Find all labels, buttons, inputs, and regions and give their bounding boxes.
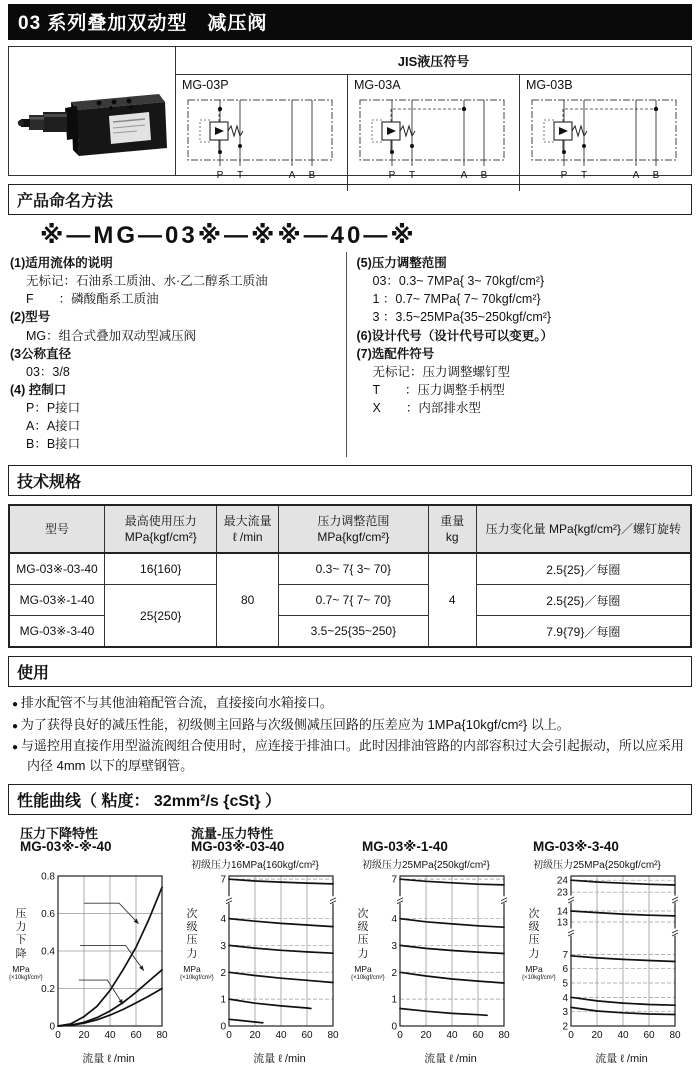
- chart-ylabel-text: 压力下降: [15, 907, 27, 960]
- y-tick-label: 3: [220, 940, 226, 952]
- table-row: [9, 585, 691, 616]
- series-line: [400, 1008, 487, 1015]
- chart-x-axis-label: 流量 ℓ /min: [253, 1052, 306, 1065]
- hydraulic-symbol-diagram: [524, 92, 687, 189]
- naming-item-title: (4) 控制口: [10, 382, 67, 397]
- chart-block-2: [350, 823, 521, 1064]
- hydraulic-symbol-svg: [180, 92, 340, 184]
- x-tick-label: 60: [472, 1029, 484, 1041]
- hydraulic-symbol-diagram: [180, 92, 343, 189]
- page-title: 03 系列叠加双动型 减压阀: [18, 13, 268, 34]
- naming-item-title: (1)适用流体的说明: [10, 256, 113, 270]
- cell-range: 0.3~ 7{ 3~ 70}: [278, 553, 428, 585]
- col-pressure-change: 压力变化量 MPa{kgf/cm²}／螺钉旋转: [476, 505, 691, 553]
- chart-ylabel-unit: MPa: [354, 963, 372, 974]
- naming-columns: [8, 252, 692, 457]
- chart-block-0: [8, 823, 179, 1064]
- y-tick-label: 5: [562, 978, 568, 990]
- chart-model: MG-03※-※-40: [20, 838, 112, 854]
- jis-diagram-mg03p: [176, 75, 348, 191]
- y-tick-label: 0.8: [41, 871, 55, 883]
- specs-table: [8, 504, 692, 648]
- chart-ylabel-unit: {×10kgf/cm²}: [522, 973, 556, 981]
- naming-right-column: [346, 252, 693, 457]
- col-max-pressure: 最高使用压力 MPa{kgf/cm²}: [104, 505, 217, 553]
- usage-bullet: ● 为了获得良好的减压性能，初级侧主回路与次级侧减压回路的压差应为 1MPa{10kgf/cm²} 以上。: [12, 715, 692, 735]
- y-tick-label: 3: [391, 940, 397, 952]
- chart-x-axis-label: 流量 ℓ /min: [424, 1052, 477, 1065]
- naming-item-line: T ：压力调整手柄型: [372, 382, 505, 397]
- section-header-usage: 使用: [8, 656, 692, 687]
- svg-text:P: P: [560, 170, 568, 181]
- y-tick-label: 4: [220, 913, 226, 925]
- y-tick-label: 7: [562, 949, 568, 961]
- y-tick-label: 3: [562, 1007, 568, 1019]
- chart-model: MG-03※-1-40: [362, 838, 448, 854]
- chart-ylabel-text: 次级压力: [528, 907, 540, 960]
- chart-note: [8, 856, 179, 870]
- jis-diagram-mg03a: [348, 75, 520, 191]
- chart-ylabel-text: 次级压力: [357, 907, 369, 960]
- chart-model: MG-03※-03-40: [191, 838, 285, 854]
- y-tick-label: 1: [220, 994, 226, 1006]
- naming-item-line: A：A接口: [26, 419, 81, 434]
- y-tick-label: 0.2: [41, 983, 55, 995]
- chart-title: [350, 823, 521, 839]
- svg-text:B: B: [652, 170, 660, 181]
- naming-item-line: MG：组合式叠加双动型减压阀: [26, 328, 197, 343]
- table-row: [9, 553, 691, 585]
- naming-item-line: B：B接口: [26, 437, 81, 452]
- y-tick-label: 0.6: [41, 908, 55, 920]
- chart-block-3: [521, 823, 692, 1064]
- jis-diagram-label: MG-03B: [526, 78, 573, 92]
- naming-item-line: 3 ：3.5~25MPa{35~250kgf/cm²}: [372, 310, 552, 325]
- x-tick-label: 80: [327, 1029, 339, 1041]
- chart-y-axis-label: [8, 907, 43, 981]
- jis-diagram-row: [176, 75, 691, 191]
- x-tick-label: 80: [156, 1029, 168, 1041]
- y-tick-label: 23: [556, 887, 568, 899]
- col-max-flow: 最大流量 ℓ /min: [217, 505, 278, 553]
- y-tick-label: 2: [391, 967, 397, 979]
- naming-item-line: 03：3/8: [26, 364, 70, 379]
- naming-item-line: 03：0.3~ 7MPa{ 3~ 70kgf/cm²}: [372, 274, 545, 289]
- chart-y-axis-label: [350, 907, 385, 981]
- chart-ylabel-unit: MPa: [525, 963, 543, 974]
- cell-max-flow: 80: [217, 553, 278, 647]
- chart-ylabel-unit: {×10kgf/cm²}: [180, 973, 214, 981]
- x-tick-label: 0: [568, 1029, 574, 1041]
- x-tick-label: 60: [130, 1029, 142, 1041]
- y-tick-label: 0.4: [41, 946, 55, 958]
- y-tick-label: 6: [562, 964, 568, 976]
- svg-text:P: P: [216, 170, 224, 181]
- cell-pressure: 25{250}: [104, 585, 217, 648]
- jis-symbols-panel: [176, 47, 691, 181]
- leader-arrowhead: [139, 965, 144, 970]
- naming-item-title: (7)选配件符号: [356, 346, 435, 361]
- section-header-naming: 产品命名方法: [8, 184, 692, 215]
- x-tick-label: 60: [301, 1029, 313, 1041]
- x-tick-label: 0: [397, 1029, 403, 1041]
- x-tick-label: 20: [420, 1029, 432, 1041]
- y-tick-label: 0: [49, 1021, 55, 1033]
- y-tick-label: 24: [556, 875, 568, 887]
- hydraulic-symbol-diagram: [352, 92, 515, 189]
- chart-y-axis-label: [179, 907, 214, 981]
- y-tick-label: 0: [391, 1021, 397, 1033]
- naming-item-line: F ：磷酸酯系工质油: [26, 292, 159, 307]
- jis-diagram-mg03b: [520, 75, 691, 191]
- y-tick-label: 0: [220, 1021, 226, 1033]
- x-tick-label: 20: [78, 1029, 90, 1041]
- chart-model: MG-03※-3-40: [533, 838, 619, 854]
- svg-text:T: T: [580, 170, 588, 181]
- svg-text:A: A: [288, 170, 296, 181]
- cell-model: MG-03※-1-40: [9, 585, 104, 616]
- naming-item-title: (6)设计代号（设计代号可以变更。）: [356, 328, 554, 343]
- section-header-specs: 技术规格: [8, 465, 692, 496]
- y-tick-label: 14: [556, 906, 568, 918]
- svg-text:A: A: [632, 170, 640, 181]
- cell-model: MG-03※-3-40: [9, 616, 104, 648]
- x-tick-label: 40: [446, 1029, 458, 1041]
- chart-ylabel-unit: MPa: [183, 963, 201, 974]
- naming-item-title: (3公称直径: [10, 346, 72, 361]
- y-tick-label: 7: [391, 874, 397, 886]
- naming-item-line: 1 ：0.7~ 7MPa{ 7~ 70kgf/cm²}: [372, 292, 541, 307]
- page-title-bar: [8, 4, 692, 40]
- svg-text:B: B: [308, 170, 316, 181]
- chart-ylabel-unit: {×10kgf/cm²}: [351, 973, 385, 981]
- chart-note: 初级压力25MPa{250kgf/cm²}: [362, 859, 490, 871]
- y-tick-label: 1: [391, 994, 397, 1006]
- naming-left-column: [8, 252, 346, 457]
- cell-change: 2.5{25}／每圈: [476, 585, 691, 616]
- chart-y-axis-label: [521, 907, 556, 981]
- jis-header: JIS液压符号: [176, 47, 691, 75]
- usage-bullet: ● 与遥控用直接作用型溢流阀组合使用时，应连接于排油口。此时因排油管路的内部容积过大会引起振动，所以应采用内径 4mm 以下的厚壁钢管。: [12, 736, 692, 776]
- naming-item-line: X ：内部排水型: [372, 401, 481, 415]
- x-tick-label: 20: [249, 1029, 261, 1041]
- col-weight: 重量 kg: [428, 505, 476, 553]
- chart-title: [521, 823, 692, 839]
- col-model: 型号: [9, 505, 104, 553]
- product-photo: [13, 52, 171, 170]
- col-adjust-range: 压力调整范围 MPa{kgf/cm²}: [278, 505, 428, 553]
- x-tick-label: 80: [498, 1029, 510, 1041]
- naming-item-title: (2)型号: [10, 310, 51, 325]
- model-code: ※—MG—03※—※※—40—※: [40, 222, 417, 249]
- svg-text:A: A: [460, 170, 468, 181]
- chart-note: 初级压力16MPa{160kgf/cm²}: [191, 859, 319, 871]
- svg-text:B: B: [480, 170, 488, 181]
- jis-diagram-label: MG-03A: [354, 78, 401, 92]
- specs-header-row: [9, 505, 691, 553]
- naming-item-line: 无标记：压力调整螺钉型: [372, 364, 511, 379]
- cell-range: 3.5~25{35~250}: [278, 616, 428, 648]
- hydraulic-symbol-svg: [352, 92, 512, 184]
- performance-charts-row: [8, 823, 692, 1064]
- naming-item-title: (5)压力调整范围: [356, 256, 447, 270]
- chart-x-axis-label: 流量 ℓ /min: [595, 1052, 648, 1065]
- cell-model: MG-03※-03-40: [9, 553, 104, 585]
- chart-x-axis-label: 流量 ℓ /min: [82, 1052, 135, 1065]
- chart-title: 压力下降特性: [20, 825, 99, 841]
- x-tick-label: 40: [275, 1029, 287, 1041]
- y-tick-label: 2: [562, 1021, 568, 1033]
- x-tick-label: 20: [591, 1029, 603, 1041]
- chart-note: 初级压力25MPa{250kgf/cm²}: [533, 859, 661, 871]
- y-tick-label: 7: [220, 874, 226, 886]
- cell-change: 7.9{79}／每圈: [476, 616, 691, 648]
- usage-list: [8, 693, 692, 776]
- cell-weight: 4: [428, 553, 476, 647]
- svg-text:T: T: [236, 170, 244, 181]
- x-tick-label: 40: [617, 1029, 629, 1041]
- y-tick-label: 4: [562, 992, 568, 1004]
- chart-ylabel-text: 次级压力: [186, 907, 198, 960]
- y-tick-label: 2: [220, 967, 226, 979]
- overview-box: [8, 46, 692, 181]
- cell-change: 2.5{25}／每圈: [476, 553, 691, 585]
- product-photo-cell: [9, 47, 176, 175]
- cell-range: 0.7~ 7{ 7~ 70}: [278, 585, 428, 616]
- chart-block-1: [179, 823, 350, 1064]
- series-line: [229, 1019, 263, 1023]
- x-tick-label: 80: [669, 1029, 681, 1041]
- chart-ylabel-unit: MPa: [12, 963, 30, 974]
- x-tick-label: 60: [643, 1029, 655, 1041]
- x-tick-label: 0: [55, 1029, 61, 1041]
- y-tick-label: 13: [556, 917, 568, 929]
- chart-title: 流量-压力特性: [191, 825, 274, 841]
- chart-ylabel-unit: {×10kgf/cm²}: [9, 973, 43, 981]
- hydraulic-symbol-svg: [524, 92, 684, 184]
- naming-item-line: 无标记：石油系工质油、水·乙二醇系工质油: [26, 274, 268, 289]
- series-line: [229, 999, 311, 1008]
- x-tick-label: 40: [104, 1029, 116, 1041]
- svg-text:T: T: [408, 170, 416, 181]
- usage-bullet: ● 排水配管不与其他油箱配管合流，直接接向水箱接口。: [12, 693, 692, 713]
- svg-text:P: P: [388, 170, 396, 181]
- section-header-curves: 性能曲线（ 粘度： 32mm²/s {cSt} ）: [8, 784, 692, 815]
- naming-item-line: P：P接口: [26, 401, 81, 415]
- y-tick-label: 4: [391, 913, 397, 925]
- cell-pressure: 16{160}: [104, 553, 217, 585]
- x-tick-label: 0: [226, 1029, 232, 1041]
- jis-diagram-label: MG-03P: [182, 78, 229, 92]
